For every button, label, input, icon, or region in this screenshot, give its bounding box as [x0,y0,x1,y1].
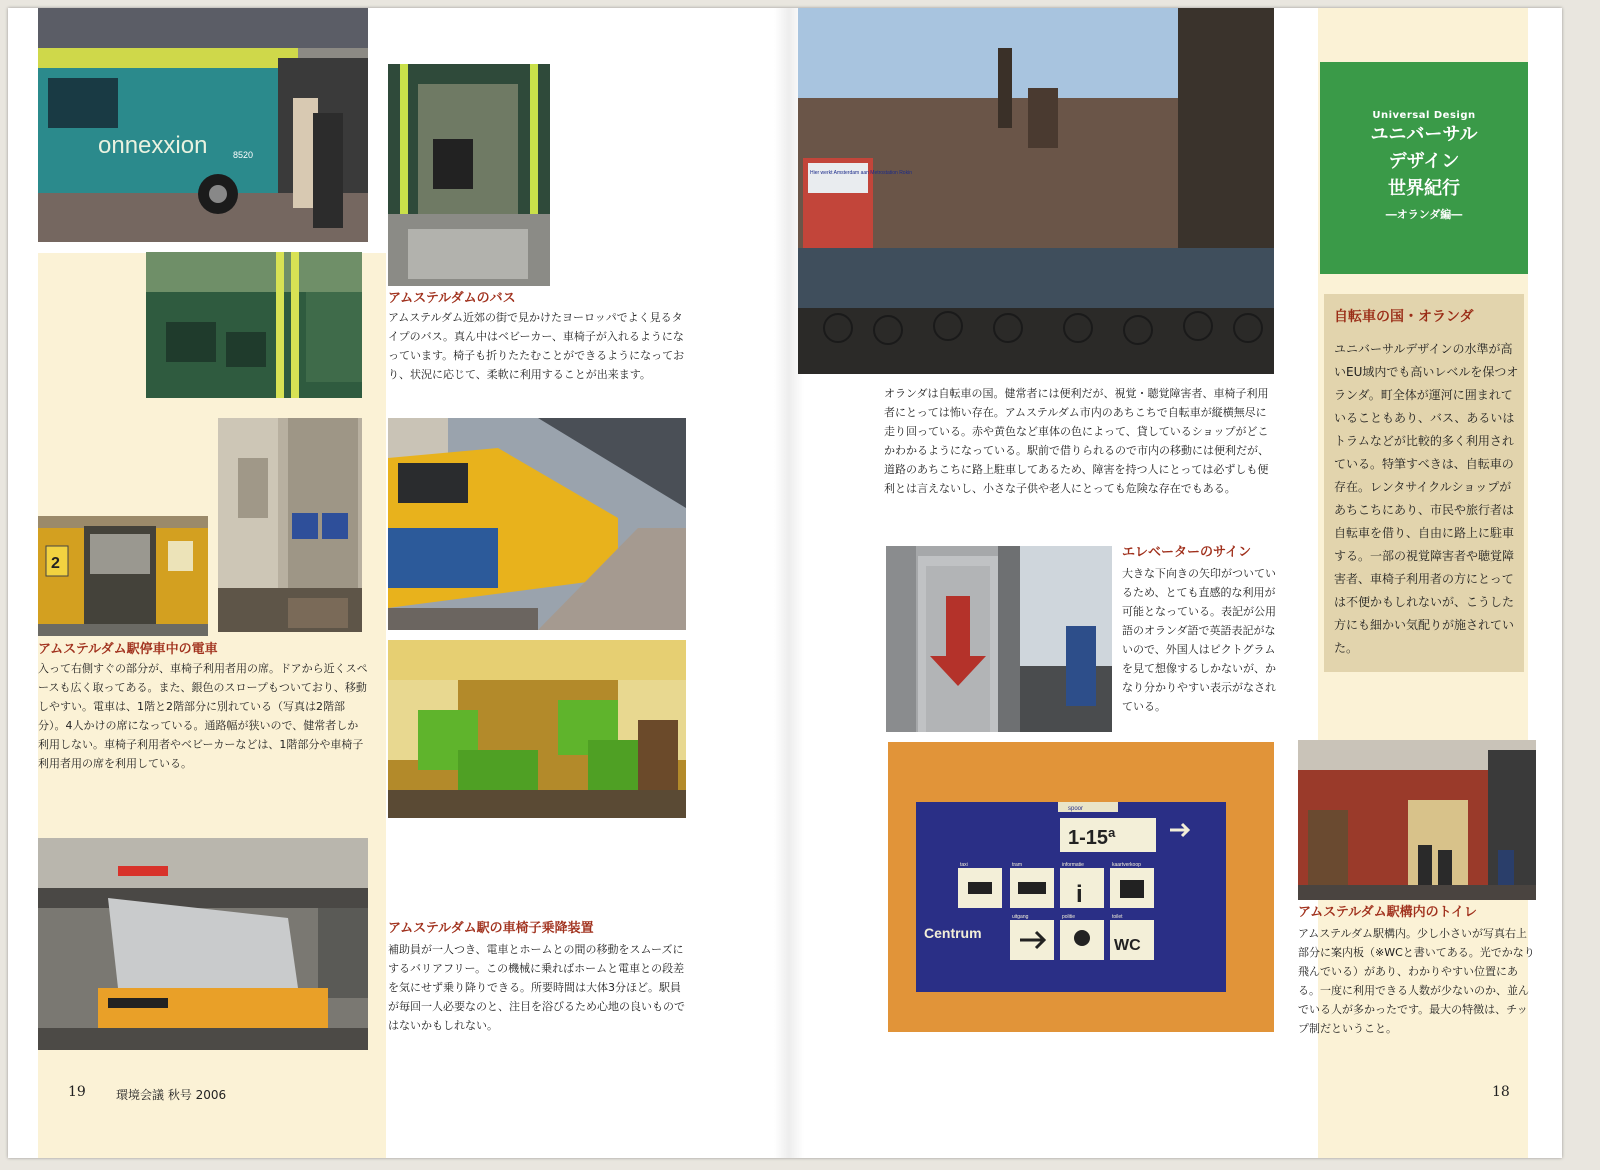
toilet-caption-title: アムステルダム駅構内のトイレ [1298,905,1478,920]
lift-caption-title: アムステルダム駅の車椅子乗降装置 [388,921,594,936]
series-header-box [1320,62,1528,274]
right-page-number: 18 [1492,1084,1510,1100]
wheelchair-lift-photo [38,838,368,1050]
platform-range-text: 1-15ª [1068,827,1116,849]
double-decker-train-photo [388,418,686,630]
left-page-footer: 環境会議 秋号 2006 [116,1088,227,1102]
series-edition: ―オランダ編― [1385,208,1463,221]
canal-billboard-text: Hier werkt Amsterdam aan Metrostation Rokin [810,170,912,176]
elevator-caption-title: エレベーターのサイン [1122,545,1252,560]
spoor-label: spoor [1068,806,1084,812]
car-number-text: 2 [51,555,60,572]
train-wheelchair-area-photo [218,418,362,632]
magazine-spread [8,8,1562,1158]
ticket-machine-icon [1120,880,1144,898]
sidebar-body: ユニバーサルデザインの水準が高いEU域内でも高いレベルを保つオランダ。町全体が運河に囲まれていることもあり、バス、あるいはトラムなどが比較的多く利用されている。特筆すべきは、自転車の存在。レンタサイクルショップがあちこちにあり、市民や旅行者は自転車を借り、自由に路上に駐車する。一部の視覚障害者や聴覚障害者、車椅子利用者の方にとっては不便かもしれないが、こうした方にも細かい気配りが施されていた。 [1334,342,1519,655]
bus-number-text: 8520 [233,150,254,160]
sidebar-title: 自転車の国・オランダ [1334,309,1474,325]
taxi-icon [968,882,992,894]
wc-sign-text: WC [1114,937,1141,954]
politie-label: politie [1062,914,1076,920]
toilet-label: toilet [1112,914,1123,920]
train-caption-body: 入って右側すぐの部分が、車椅子利用者用の席。ドアから近くスペースも広く取ってある。また、銀色のスロープもついており、移動しやすい。電車は、1階と2階部分に別れている（写真は2階部分）。4人かけの席になっている。通路幅が狭いので、健常者しか利用しない。車椅子利用者やベビーカーなどは、1階部分や車椅子利用者用の席を利用している。 [38,662,368,770]
train-upper-deck-photo [388,640,686,818]
train-door-photo [38,516,208,636]
information-icon: i [1076,881,1083,908]
tram-label: tram [1012,862,1022,868]
tram-icon [1018,882,1046,894]
toilet-caption-body: アムステルダム駅構内。少し小さいが写真右上部分に案内板（※WCと書いてある。光でかなり飛んでいる）があり、わかりやすい位置にある。一度に利用できる人数が少ないのか、並んでいる人が多かったです。最大の特徴は、チップ制だということ。 [1298,927,1535,1035]
bus-exterior-photo [38,8,368,242]
bus-low-floor-photo [388,64,550,286]
amsterdam-canal-photo [798,8,1274,374]
informatie-label: informatie [1062,862,1084,868]
bus-interior-seats-photo [146,252,362,398]
elevator-caption-body: 大きな下向きの矢印がついているため、とても直感的な利用が可能となっている。表記が公用語のオランダ語で英語表記がないので、外国人はピクトグラムを見て想像するしかないが、かなり分かりやすい表示がなされている。 [1122,567,1276,713]
kaartverkoop-label: kaartverkoop [1112,862,1141,868]
bicycle-article-body: オランダは自転車の国。健常者には便利だが、視覚・聴覚障害者、車椅子利用者にとっては怖い存在。アムステルダム市内のあちこちで自転車が縦横無尽に走り回っている。赤や黄色など車体の色によって、貸しているショップがどこかわかるようになっている。駅前で借りられるので市内の移動には便利だが、道路のあちこちに路上駐車してあるため、障害を持つ人にとっては必ずしも便利とは言えないし、小さな子供や老人にとっても危険な存在でもある。 [884,387,1269,495]
centrum-text: Centrum [924,925,982,941]
bus-caption-body: アムステルダム近郊の街で見かけたヨーロッパでよく見るタイプのバス。真ん中はベビーカー、車椅子が入れるようになっています。椅子も折りたたむことができるようになっており、状況に応じて、柔軟に利用することが出来ます。 [388,311,685,381]
series-title-line-2: デザイン [1388,151,1460,172]
series-subtitle: Universal Design [1372,110,1476,121]
sidebar-box [1324,294,1524,672]
train-caption-title: アムステルダム駅停車中の電車 [38,642,218,657]
police-icon [1074,930,1090,946]
series-title-line-1: ユニバーサル [1370,124,1478,145]
bus-caption-title: アムステルダムのバス [388,291,516,306]
taxi-label: taxi [960,862,968,868]
uitgang-label: uitgang [1012,914,1029,920]
left-page-number: 19 [68,1084,86,1100]
station-sign-photo [888,742,1274,1032]
bus-brand-text: onnexxion [98,132,208,159]
elevator-sign-photo [886,546,1112,732]
station-toilet-photo [1298,740,1536,900]
lift-caption-body: 補助員が一人つき、電車とホームとの間の移動をスムーズにするバリアフリー。この機械に乗ればホームと電車との段差を気にせず乗り降りできる。所要時間は大体3分ほど。駅員が毎回一人必要なのと、注目を浴びるため心地の良いものではないかもしれない。 [388,943,685,1032]
series-title-line-3: 世界紀行 [1388,178,1460,199]
